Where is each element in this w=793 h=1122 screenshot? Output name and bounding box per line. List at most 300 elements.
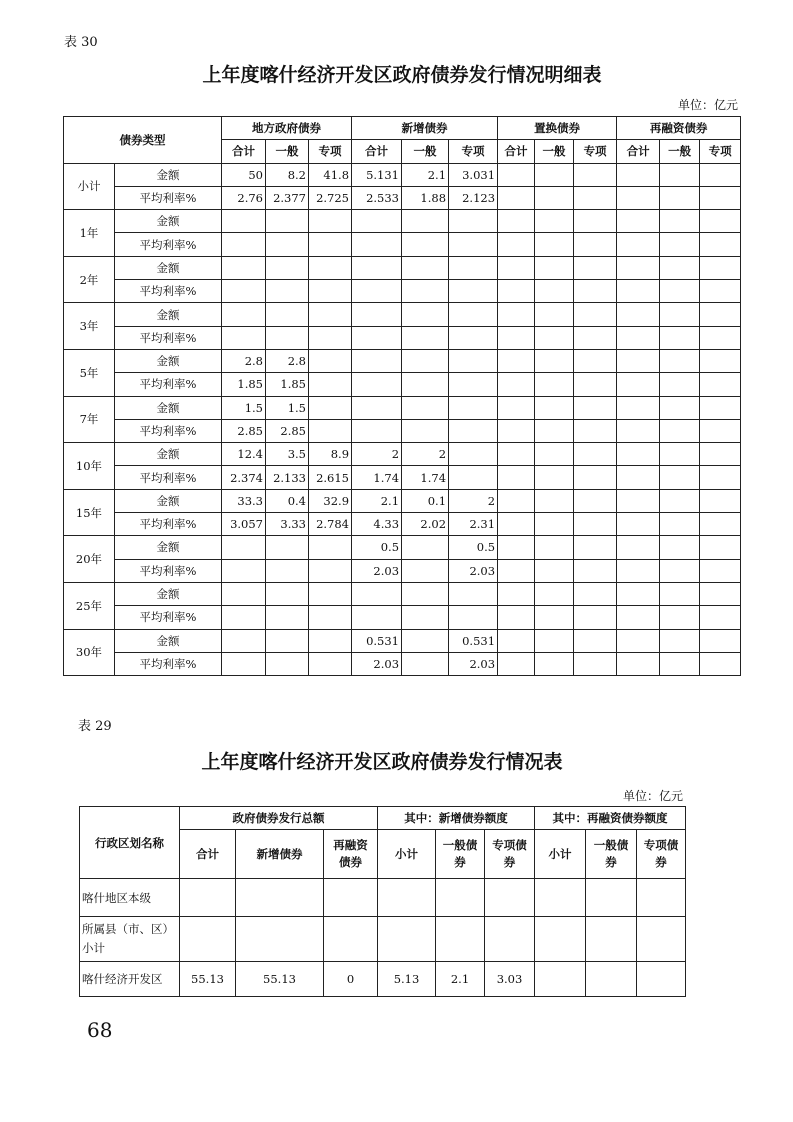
rate-cell: 2.725 (309, 186, 352, 209)
cell (324, 879, 378, 917)
amount-cell (574, 536, 617, 559)
table-row (64, 280, 741, 303)
amount-cell (574, 210, 617, 233)
amount-cell: 32.9 (309, 489, 352, 512)
amount-cell (574, 349, 617, 372)
amount-cell (352, 349, 402, 372)
amount-cell (660, 582, 700, 605)
amount-cell (266, 210, 309, 233)
amount-label: 金额 (115, 396, 222, 419)
amount-cell (309, 582, 352, 605)
amount-cell (700, 629, 741, 652)
table-row (80, 962, 686, 997)
amount-cell (617, 349, 660, 372)
amount-label: 金额 (115, 210, 222, 233)
rate-cell (574, 233, 617, 256)
term-label: 2年 (64, 256, 115, 303)
rate-cell (574, 326, 617, 349)
table-row (64, 186, 741, 209)
term-label: 20年 (64, 536, 115, 583)
cell: 55.13 (236, 962, 324, 997)
table29-unit: 单位：亿元 (622, 789, 683, 803)
rate-cell: 1.88 (402, 186, 449, 209)
rate-cell (660, 652, 700, 675)
table29-title: 上年度喀什经济开发区政府债券发行情况表 (201, 751, 563, 773)
group-header: 政府债券发行总额 (180, 807, 378, 830)
rate-cell (266, 326, 309, 349)
rate-cell (700, 559, 741, 582)
rate-cell (402, 559, 449, 582)
table-row (64, 489, 741, 512)
cell (236, 879, 324, 917)
table-row (64, 559, 741, 582)
amount-cell (222, 629, 266, 652)
rate-cell: 2.374 (222, 466, 266, 489)
table30-unit: 单位：亿元 (677, 98, 738, 112)
rate-cell: 2.02 (402, 513, 449, 536)
amount-cell (660, 489, 700, 512)
amount-cell: 8.2 (266, 163, 309, 186)
rate-cell: 3.33 (266, 513, 309, 536)
rate-cell: 2.533 (352, 186, 402, 209)
amount-cell: 33.3 (222, 489, 266, 512)
term-label: 15年 (64, 489, 115, 536)
rate-cell: 2.133 (266, 466, 309, 489)
amount-cell (574, 303, 617, 326)
sub-header: 专项债券 (485, 830, 535, 879)
table-row (64, 210, 741, 233)
rate-cell (498, 652, 535, 675)
rate-cell (309, 419, 352, 442)
rate-cell (535, 373, 574, 396)
amount-cell (574, 629, 617, 652)
table30-label: 表 30 (64, 35, 98, 50)
page-number: 68 (87, 1018, 113, 1042)
amount-cell (574, 489, 617, 512)
amount-label: 金额 (115, 582, 222, 605)
amount-cell (660, 256, 700, 279)
amount-cell: 0.1 (402, 489, 449, 512)
rate-cell (498, 419, 535, 442)
amount-cell (498, 256, 535, 279)
rate-cell (449, 326, 498, 349)
table-row (64, 303, 741, 326)
rate-cell (617, 606, 660, 629)
rate-cell (535, 419, 574, 442)
rate-label: 平均利率% (115, 186, 222, 209)
amount-cell (449, 303, 498, 326)
rate-cell (449, 233, 498, 256)
table-row (64, 513, 741, 536)
amount-cell: 1.5 (266, 396, 309, 419)
table29-label: 表 29 (78, 719, 112, 734)
amount-cell (574, 582, 617, 605)
sub-header: 小计 (378, 830, 436, 879)
term-label: 3年 (64, 303, 115, 350)
rate-label: 平均利率% (115, 606, 222, 629)
amount-cell (498, 396, 535, 419)
amount-cell: 0.531 (449, 629, 498, 652)
amount-cell: 8.9 (309, 443, 352, 466)
rate-cell: 3.057 (222, 513, 266, 536)
region-header: 行政区划名称 (80, 807, 180, 879)
cell (436, 879, 485, 917)
amount-cell: 41.8 (309, 163, 352, 186)
amount-cell: 50 (222, 163, 266, 186)
table-row (64, 373, 741, 396)
rate-cell (222, 559, 266, 582)
rate-cell (309, 652, 352, 675)
amount-cell: 3.5 (266, 443, 309, 466)
rate-cell (617, 559, 660, 582)
amount-label: 金额 (115, 303, 222, 326)
amount-cell (498, 303, 535, 326)
term-label: 5年 (64, 349, 115, 396)
table-row (64, 326, 741, 349)
amount-cell (352, 582, 402, 605)
amount-cell (617, 163, 660, 186)
rate-cell (498, 373, 535, 396)
amount-label: 金额 (115, 536, 222, 559)
sub-header: 合计 (617, 140, 660, 163)
rate-cell (266, 280, 309, 303)
rate-cell (700, 513, 741, 536)
sub-header: 专项 (700, 140, 741, 163)
amount-cell (700, 210, 741, 233)
amount-cell (535, 163, 574, 186)
amount-cell (309, 536, 352, 559)
rate-cell (700, 373, 741, 396)
rate-cell (309, 233, 352, 256)
rate-cell (700, 652, 741, 675)
amount-cell (660, 163, 700, 186)
cell: 55.13 (180, 962, 236, 997)
sub-header: 合计 (180, 830, 236, 879)
amount-cell (222, 210, 266, 233)
amount-cell (535, 396, 574, 419)
amount-cell (266, 536, 309, 559)
amount-cell (498, 489, 535, 512)
amount-cell: 0.531 (352, 629, 402, 652)
amount-cell (535, 210, 574, 233)
rate-cell (402, 233, 449, 256)
rate-cell (222, 326, 266, 349)
bond-summary-table (79, 806, 686, 997)
amount-cell: 2 (449, 489, 498, 512)
table-row (64, 652, 741, 675)
amount-cell (449, 443, 498, 466)
rate-cell: 2.615 (309, 466, 352, 489)
amount-cell (402, 396, 449, 419)
rate-cell (402, 326, 449, 349)
amount-cell: 2.1 (402, 163, 449, 186)
rate-label: 平均利率% (115, 326, 222, 349)
rate-label: 平均利率% (115, 466, 222, 489)
rate-cell (660, 326, 700, 349)
rate-cell (617, 280, 660, 303)
rate-cell (617, 373, 660, 396)
amount-cell (535, 256, 574, 279)
sub-header: 专项 (574, 140, 617, 163)
table-row (64, 396, 741, 419)
rate-cell (700, 466, 741, 489)
amount-cell (352, 210, 402, 233)
rate-cell (309, 606, 352, 629)
table-row (64, 443, 741, 466)
rate-cell (535, 326, 574, 349)
rate-cell (498, 466, 535, 489)
amount-cell (498, 210, 535, 233)
group-header: 新增债券 (352, 117, 498, 140)
rate-cell (352, 606, 402, 629)
rate-cell: 2.03 (352, 559, 402, 582)
sub-header: 一般 (266, 140, 309, 163)
amount-cell (617, 536, 660, 559)
amount-cell (449, 396, 498, 419)
amount-cell (309, 629, 352, 652)
amount-cell (309, 396, 352, 419)
rate-cell (574, 373, 617, 396)
rate-cell (700, 326, 741, 349)
table-row (64, 349, 741, 372)
rate-cell (535, 559, 574, 582)
rate-cell (617, 233, 660, 256)
rate-cell (700, 419, 741, 442)
amount-cell: 5.131 (352, 163, 402, 186)
rate-cell (535, 233, 574, 256)
rate-cell (574, 466, 617, 489)
sub-header: 再融资债券 (324, 830, 378, 879)
amount-cell (498, 349, 535, 372)
amount-cell (352, 256, 402, 279)
amount-label: 金额 (115, 349, 222, 372)
region-name: 所属县（市、区）小计 (80, 917, 180, 962)
amount-cell (498, 163, 535, 186)
amount-cell: 0.5 (449, 536, 498, 559)
table-row (80, 917, 686, 962)
amount-cell (535, 582, 574, 605)
amount-cell (309, 256, 352, 279)
amount-cell (449, 210, 498, 233)
amount-cell (535, 443, 574, 466)
amount-cell (309, 210, 352, 233)
amount-cell: 2.8 (222, 349, 266, 372)
amount-cell (449, 349, 498, 372)
rate-cell (535, 606, 574, 629)
rate-cell (266, 559, 309, 582)
rate-cell (574, 652, 617, 675)
region-name: 喀什经济开发区 (80, 962, 180, 997)
rate-cell: 2.03 (449, 652, 498, 675)
rate-cell (309, 280, 352, 303)
amount-cell (660, 629, 700, 652)
rate-cell (660, 559, 700, 582)
sub-header: 一般 (660, 140, 700, 163)
sub-header: 小计 (535, 830, 586, 879)
rate-cell (700, 280, 741, 303)
rate-label: 平均利率% (115, 280, 222, 303)
amount-cell (574, 256, 617, 279)
amount-label: 金额 (115, 256, 222, 279)
amount-cell (352, 303, 402, 326)
rate-cell (222, 233, 266, 256)
amount-cell (266, 256, 309, 279)
group-header: 其中：新增债券额度 (378, 807, 535, 830)
region-name: 喀什地区本级 (80, 879, 180, 917)
table-row (64, 582, 741, 605)
rate-label: 平均利率% (115, 419, 222, 442)
rate-cell (449, 280, 498, 303)
cell (485, 917, 535, 962)
cell (535, 879, 586, 917)
rate-cell (498, 559, 535, 582)
amount-cell (402, 210, 449, 233)
amount-cell (498, 443, 535, 466)
amount-cell (700, 443, 741, 466)
amount-label: 金额 (115, 629, 222, 652)
sub-header: 合计 (498, 140, 535, 163)
rate-cell (535, 652, 574, 675)
amount-cell (222, 256, 266, 279)
cell (324, 917, 378, 962)
rate-cell (700, 606, 741, 629)
amount-cell (617, 256, 660, 279)
table-row (64, 256, 741, 279)
rate-cell (574, 419, 617, 442)
amount-cell: 0.4 (266, 489, 309, 512)
rate-cell (402, 419, 449, 442)
rate-cell (402, 652, 449, 675)
rate-label: 平均利率% (115, 233, 222, 256)
amount-cell (266, 303, 309, 326)
table-row (64, 233, 741, 256)
amount-cell (660, 396, 700, 419)
rate-cell (222, 652, 266, 675)
rate-cell (352, 326, 402, 349)
amount-cell (617, 443, 660, 466)
term-label: 1年 (64, 210, 115, 257)
rate-cell (660, 513, 700, 536)
amount-cell (660, 536, 700, 559)
rate-cell: 2.76 (222, 186, 266, 209)
amount-cell: 2.8 (266, 349, 309, 372)
rate-cell: 1.85 (222, 373, 266, 396)
rate-cell: 2.377 (266, 186, 309, 209)
rate-cell (574, 186, 617, 209)
bond-detail-table (63, 116, 741, 676)
sub-header: 一般 (402, 140, 449, 163)
rate-cell: 1.74 (352, 466, 402, 489)
rate-cell: 2.03 (449, 559, 498, 582)
cell (236, 917, 324, 962)
rate-cell (660, 373, 700, 396)
cell (586, 962, 637, 997)
amount-cell: 0.5 (352, 536, 402, 559)
group-header: 置换债券 (498, 117, 617, 140)
rate-cell (574, 606, 617, 629)
amount-cell (402, 303, 449, 326)
sub-header: 新增债券 (236, 830, 324, 879)
rate-cell (449, 606, 498, 629)
rate-cell (617, 326, 660, 349)
rate-cell (660, 233, 700, 256)
rate-cell (535, 513, 574, 536)
rate-cell (498, 326, 535, 349)
amount-cell (617, 396, 660, 419)
cell (637, 879, 686, 917)
rate-cell (352, 233, 402, 256)
sub-header: 合计 (222, 140, 266, 163)
term-label: 小计 (64, 163, 115, 210)
rate-cell (498, 280, 535, 303)
rate-label: 平均利率% (115, 513, 222, 536)
amount-cell (617, 303, 660, 326)
rate-cell (498, 606, 535, 629)
amount-cell (498, 536, 535, 559)
rate-cell: 1.85 (266, 373, 309, 396)
rate-cell (449, 419, 498, 442)
amount-cell (660, 349, 700, 372)
amount-cell (700, 489, 741, 512)
amount-cell (222, 536, 266, 559)
amount-cell (535, 303, 574, 326)
amount-cell (402, 349, 449, 372)
sub-header: 一般债券 (436, 830, 485, 879)
rate-cell (309, 559, 352, 582)
rate-label: 平均利率% (115, 559, 222, 582)
rate-cell: 2.03 (352, 652, 402, 675)
rate-cell (617, 513, 660, 536)
table30-title: 上年度喀什经济开发区政府债券发行情况明细表 (202, 64, 602, 86)
amount-cell (617, 629, 660, 652)
amount-cell (535, 536, 574, 559)
rate-cell (402, 606, 449, 629)
amount-cell: 1.5 (222, 396, 266, 419)
amount-cell (309, 349, 352, 372)
cell: 2.1 (436, 962, 485, 997)
amount-label: 金额 (115, 489, 222, 512)
amount-cell (574, 163, 617, 186)
term-label: 30年 (64, 629, 115, 676)
rate-cell (660, 606, 700, 629)
amount-cell (574, 396, 617, 419)
rate-cell (402, 280, 449, 303)
sub-header: 一般债券 (586, 830, 637, 879)
amount-cell (222, 303, 266, 326)
cell (180, 879, 236, 917)
amount-cell (535, 349, 574, 372)
term-label: 10年 (64, 443, 115, 490)
rate-cell (266, 233, 309, 256)
amount-cell (617, 489, 660, 512)
rate-cell (498, 186, 535, 209)
cell (535, 962, 586, 997)
rate-cell (352, 373, 402, 396)
amount-cell (498, 629, 535, 652)
amount-cell (449, 582, 498, 605)
amount-cell (700, 256, 741, 279)
rate-cell (352, 280, 402, 303)
rate-cell (402, 373, 449, 396)
table-row (64, 606, 741, 629)
amount-cell (309, 303, 352, 326)
amount-cell: 3.031 (449, 163, 498, 186)
sub-header: 专项 (309, 140, 352, 163)
rate-cell (700, 186, 741, 209)
sub-header: 合计 (352, 140, 402, 163)
cell (637, 917, 686, 962)
rate-cell (222, 280, 266, 303)
